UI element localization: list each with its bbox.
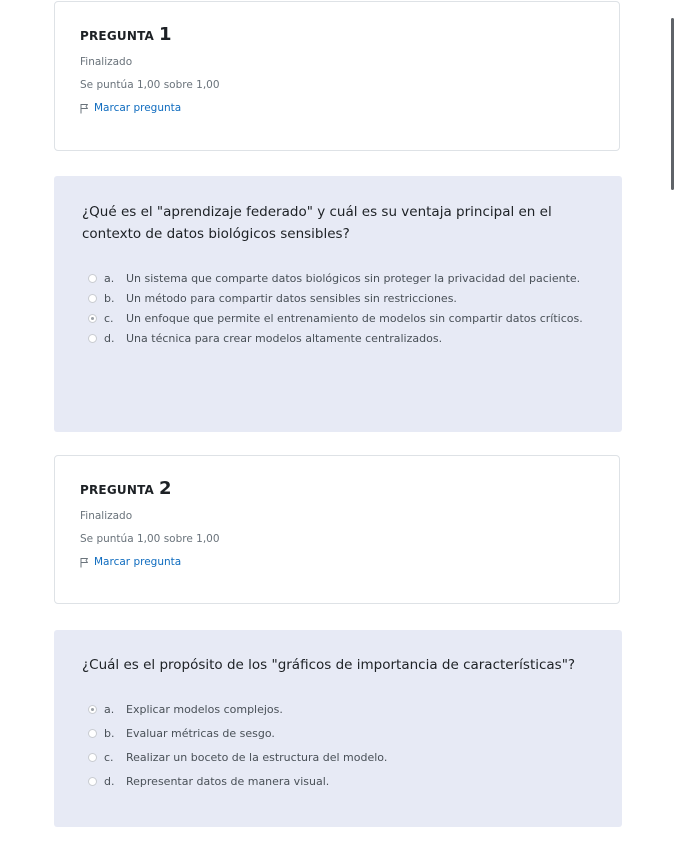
radio-button[interactable]	[88, 777, 97, 786]
radio-button[interactable]	[88, 729, 97, 738]
answer-option[interactable]	[82, 748, 594, 768]
question-2-flag-label: Marcar pregunta	[94, 556, 182, 568]
question-2-answers	[82, 700, 594, 792]
answer-letter: d.	[104, 332, 115, 345]
answer-letter: a.	[104, 272, 115, 285]
question-1-number: 1	[159, 24, 172, 45]
question-1-status: Finalizado	[80, 56, 133, 68]
answer-text: Una técnica para crear modelos altamente centralizados.	[126, 332, 443, 345]
question-1-answers	[82, 269, 594, 349]
radio-button[interactable]	[88, 294, 97, 303]
answer-letter: c.	[104, 312, 114, 325]
answer-option[interactable]	[82, 772, 594, 792]
answer-letter: d.	[104, 775, 115, 788]
answer-option[interactable]	[82, 269, 594, 289]
question-2-number: 2	[159, 478, 172, 499]
question-1-flag-link[interactable]	[80, 102, 594, 114]
question-2-flag-link[interactable]	[80, 556, 594, 568]
answer-option[interactable]	[82, 289, 594, 309]
question-1-heading	[80, 24, 594, 45]
question-2-score: Se puntúa 1,00 sobre 1,00	[80, 533, 220, 545]
question-2-info	[54, 455, 620, 604]
scrollbar[interactable]	[671, 18, 674, 190]
flag-icon	[80, 557, 89, 568]
radio-button[interactable]	[88, 274, 97, 283]
answer-text: Realizar un boceto de la estructura del modelo.	[126, 751, 388, 764]
question-2-content	[54, 630, 622, 827]
answer-letter: c.	[104, 751, 114, 764]
answer-text: Evaluar métricas de sesgo.	[126, 727, 275, 740]
question-1-info	[54, 1, 620, 151]
flag-icon	[80, 103, 89, 114]
question-2-heading	[80, 478, 594, 499]
answer-option[interactable]	[82, 724, 594, 744]
answer-text: Un enfoque que permite el entrenamiento de modelos sin compartir datos críticos.	[126, 312, 583, 325]
answer-option[interactable]	[82, 309, 594, 329]
question-2-status: Finalizado	[80, 510, 133, 522]
question-1-flag-label: Marcar pregunta	[94, 102, 182, 114]
question-2-heading-word: PREGUNTA	[80, 483, 155, 497]
answer-text: Explicar modelos complejos.	[126, 703, 283, 716]
question-1-content	[54, 176, 622, 432]
answer-option[interactable]	[82, 700, 594, 720]
radio-button-selected[interactable]	[88, 314, 97, 323]
question-1-heading-word: PREGUNTA	[80, 29, 155, 43]
answer-letter: a.	[104, 703, 115, 716]
radio-button[interactable]	[88, 334, 97, 343]
question-1-text: ¿Qué es el "aprendizaje federado" y cuál es su ventaja principal en el contexto de datos biológicos sensibles?	[82, 204, 552, 242]
answer-text: Un método para compartir datos sensibles sin restricciones.	[126, 292, 457, 305]
radio-button[interactable]	[88, 753, 97, 762]
answer-letter: b.	[104, 292, 115, 305]
answer-text: Representar datos de manera visual.	[126, 775, 330, 788]
answer-option[interactable]	[82, 329, 594, 349]
question-1-score: Se puntúa 1,00 sobre 1,00	[80, 79, 220, 91]
answer-letter: b.	[104, 727, 115, 740]
question-2-text: ¿Cuál es el propósito de los "gráficos de importancia de características"?	[82, 657, 576, 673]
radio-button-selected[interactable]	[88, 705, 97, 714]
answer-text: Un sistema que comparte datos biológicos sin proteger la privacidad del paciente.	[126, 272, 581, 285]
